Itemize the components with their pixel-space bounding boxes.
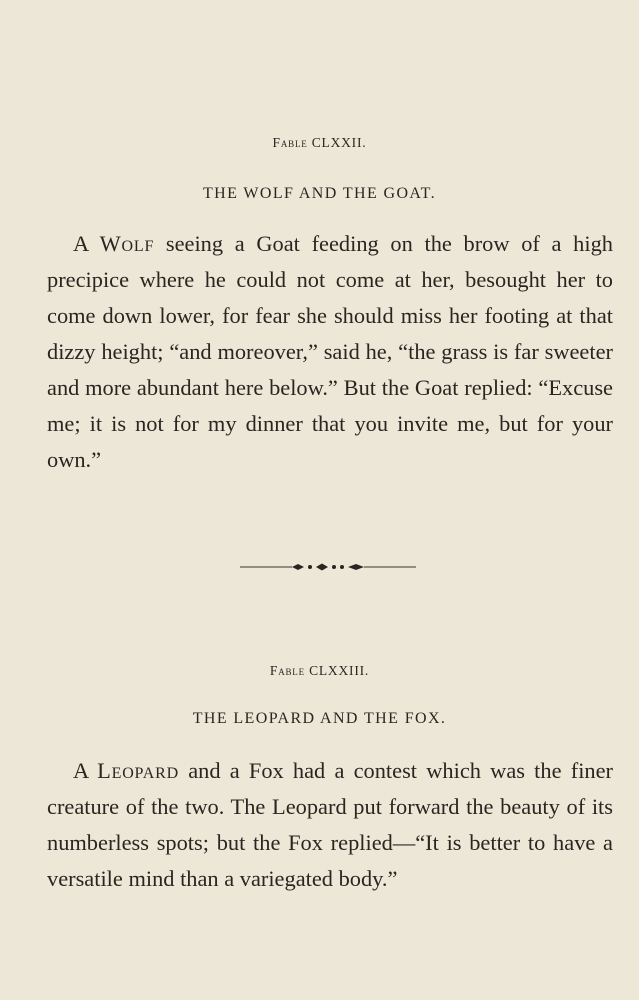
fable-body: seeing a Goat feeding on the brow of a high precipice where he could not come at her, besought her to come down lower, for fear she should miss her footing at that dizzy height; “and moreover,” said he, “the grass is far sweeter and more abundant here below.” But the Goat replied: “Excuse me; it is not for my dinner that you invite me, but for your own.” — [47, 231, 613, 472]
fable-text — [47, 753, 613, 897]
fable-title: THE WOLF AND THE GOAT. — [202, 185, 436, 202]
fable-number: Fable CLXXII. — [272, 135, 367, 150]
lead-smallcaps: Wolf — [99, 231, 155, 256]
lead-word: A — [73, 231, 88, 256]
lead-word: A — [73, 758, 88, 783]
fable-body: and a Fox had a contest which was the finer creature of the two. The Leopard put forward the beauty of its numberless spots; but the Fox replied—“It is better to have a versatile mind than a variegated body.” — [47, 758, 614, 891]
fable-number: Fable CLXXIII. — [269, 663, 370, 678]
fable-title: THE LEOPARD AND THE FOX. — [192, 710, 447, 727]
lead-smallcaps: Leopard — [97, 758, 179, 783]
divider-flourish-icon — [240, 560, 416, 574]
fable-text — [47, 226, 613, 478]
